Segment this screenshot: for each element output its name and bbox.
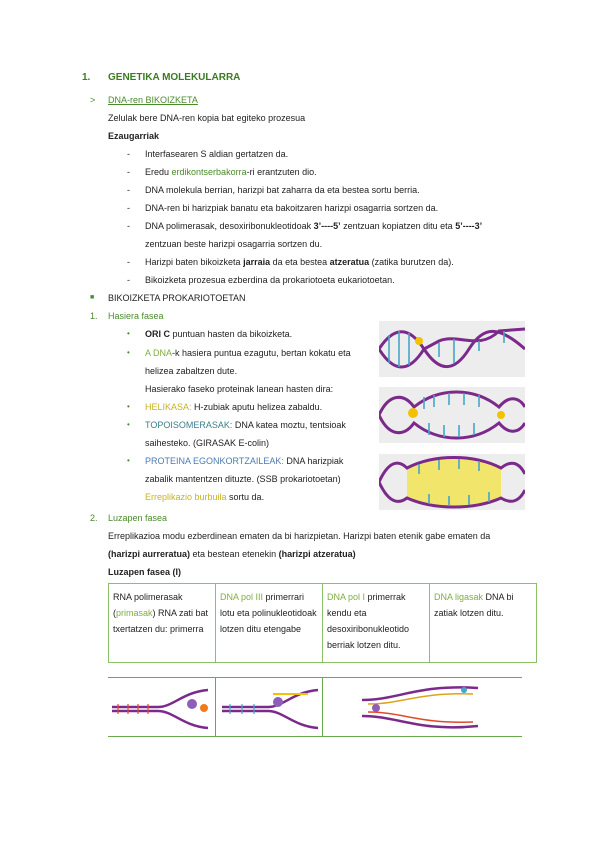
- phase1-line: [145, 419, 346, 431]
- dash-marker: -: [127, 275, 130, 285]
- section1-title: DNA-ren BIKOIZKETA: [108, 95, 198, 105]
- table-cell: [323, 584, 430, 663]
- feature-item: [145, 148, 288, 160]
- fork-figure-1: [112, 690, 208, 728]
- figure-divider: [322, 678, 323, 736]
- text-run: RNA polimerasak (: [113, 592, 183, 618]
- feature-item: [145, 166, 317, 178]
- fork-figure-3: [362, 687, 478, 727]
- phase1-number: 1.: [90, 311, 98, 321]
- phase2-subtitle: Luzapen fasea (I): [108, 567, 182, 577]
- dash-marker: -: [127, 149, 130, 159]
- section2-marker: ■: [90, 294, 95, 301]
- features-label: Ezaugarriak: [108, 131, 160, 141]
- phase1-line: [145, 365, 237, 377]
- section2-title: BIKOIZKETA PROKARIOTOETAN: [108, 293, 246, 303]
- phase1-line: [145, 491, 264, 503]
- heading-number: 1.: [82, 72, 91, 83]
- text-run: DNA harizpiak: [283, 456, 344, 466]
- text-run: DNA molekula berrian, harizpi bat zaharra da eta bestea sortu berria.: [145, 185, 420, 195]
- text-run: DNA polimerasak, desoxiribonukleotidoak: [145, 221, 314, 231]
- text-run: zabalik mantentzen dituzte. (SSB prokariotoetan): [145, 474, 341, 484]
- phase2-text-2: [108, 548, 356, 560]
- phase2-text-1: Erreplikazioa modu ezberdinean ematen da bi harizpietan. Harizpi baten etenik gabe ematen da: [108, 531, 491, 541]
- dash-marker: -: [127, 185, 130, 195]
- table-cell: [430, 584, 537, 663]
- phase2-title: Luzapen fasea: [108, 513, 168, 523]
- text-run: DNA pol I: [327, 592, 366, 602]
- text-run: Hasierako faseko proteinak lanean hasten dira:: [145, 384, 334, 394]
- text-run: DNA katea moztu, tentsioak: [232, 420, 346, 430]
- phase2-number: 2.: [90, 513, 98, 523]
- text-run: primasak: [116, 608, 153, 618]
- page-title: GENETIKA MOLEKULARRA: [108, 72, 241, 83]
- text-run: ORI C: [145, 329, 171, 339]
- dash-marker: -: [127, 257, 130, 267]
- dash-marker: -: [127, 167, 130, 177]
- phase1-line: [145, 401, 322, 413]
- text-run: sortu da.: [226, 492, 265, 502]
- text-run: DNA-ren bi harizpiak banatu eta bakoitzaren harizpi osagarria sortzen da.: [145, 203, 439, 213]
- dna-helix-figure-2: [379, 387, 525, 443]
- text-run: 3’----5’: [313, 221, 341, 231]
- bullet-marker: •: [127, 402, 130, 411]
- text-run: erdikontserbakorra: [171, 167, 247, 177]
- elongation-table: [108, 583, 537, 663]
- dna-helix-figure-1: [379, 321, 525, 377]
- feature-item: [145, 238, 322, 250]
- text-run: primerrak kendu eta desoxiribonukleotido berriak lotzen ditu.: [327, 592, 410, 650]
- phase1-line: [145, 437, 269, 449]
- section1-marker: >: [90, 95, 96, 105]
- text-run: saihesteko. (GIRASAK E-colin): [145, 438, 270, 448]
- text-run: atzeratua: [329, 257, 370, 267]
- text-run: (harizpi aurreratua): [108, 549, 191, 559]
- phase1-title: Hasiera fasea: [108, 311, 164, 321]
- phase1-line: [145, 383, 333, 395]
- feature-item: [145, 220, 482, 232]
- text-run: zentzuan kopiatzen ditu eta: [340, 221, 456, 231]
- section1-intro: Zelulak bere DNA-ren kopia bat egiteko prozesua: [108, 113, 306, 123]
- fork-figure-2: [222, 690, 318, 728]
- text-run: -ri erantzuten dio.: [246, 167, 317, 177]
- text-run: jarraia: [243, 257, 271, 267]
- dash-marker: -: [127, 203, 130, 213]
- text-run: (zatika burutzen da).: [369, 257, 454, 267]
- text-run: Erreplikazio burbuila: [145, 492, 227, 502]
- text-run: Harizpi baten bikoizketa: [145, 257, 244, 267]
- text-run: PROTEINA EGONKORTZAILEAK:: [145, 456, 284, 466]
- phase1-line: [145, 473, 341, 485]
- text-run: eta bestean etenekin: [190, 549, 279, 559]
- bullet-marker: •: [127, 348, 130, 357]
- text-run: A DNA: [145, 348, 173, 358]
- text-run: H-zubiak aputu helizea zabaldu.: [191, 402, 323, 412]
- text-run: TOPOISOMERASAK:: [145, 420, 233, 430]
- text-run: zentzuan beste harizpi osagarria sortzen du.: [145, 239, 323, 249]
- feature-item: [145, 256, 454, 268]
- bullet-marker: •: [127, 329, 130, 338]
- elongation-figures: [108, 677, 522, 737]
- text-run: HELIKASA:: [145, 402, 192, 412]
- figure-divider: [215, 678, 216, 736]
- phase1-line: [145, 328, 292, 340]
- phase1-line: [145, 455, 343, 467]
- table-cell: [109, 584, 216, 663]
- text-run: DNA ligasak: [434, 592, 484, 602]
- feature-item: [145, 274, 395, 286]
- feature-item: [145, 202, 438, 214]
- text-run: (harizpi atzeratua): [278, 549, 356, 559]
- table-cell: [216, 584, 323, 663]
- text-run: da eta bestea: [270, 257, 330, 267]
- replication-fork-figures: [108, 678, 522, 736]
- bullet-marker: •: [127, 420, 130, 429]
- text-run: DNA pol III: [220, 592, 264, 602]
- text-run: Bikoizketa prozesua ezberdina da prokariotoeta eukariotoetan.: [145, 275, 395, 285]
- dash-marker: -: [127, 221, 130, 231]
- text-run: DNA bi zatiak lotzen ditu.: [434, 592, 514, 618]
- feature-item: [145, 184, 420, 196]
- text-run: helizea zabaltzen dute.: [145, 366, 238, 376]
- text-run: ) RNA zati bat txertatzen du: primerra: [113, 608, 209, 634]
- text-run: primerrari lotu eta polinukleotidoak lotzen ditu etengabe: [220, 592, 317, 634]
- text-run: Interfasearen S aldian gertatzen da.: [145, 149, 289, 159]
- replication-bubble-figures: [379, 321, 525, 510]
- text-run: puntuan hasten da bikoizketa.: [170, 329, 293, 339]
- text-run: Eredu: [145, 167, 172, 177]
- text-run: 5’----3’: [455, 221, 483, 231]
- phase1-line: [145, 347, 351, 359]
- text-run: -k hasiera puntua ezagutu, bertan kokatu eta: [172, 348, 351, 358]
- bullet-marker: •: [127, 456, 130, 465]
- dna-helix-figure-3: [379, 454, 525, 510]
